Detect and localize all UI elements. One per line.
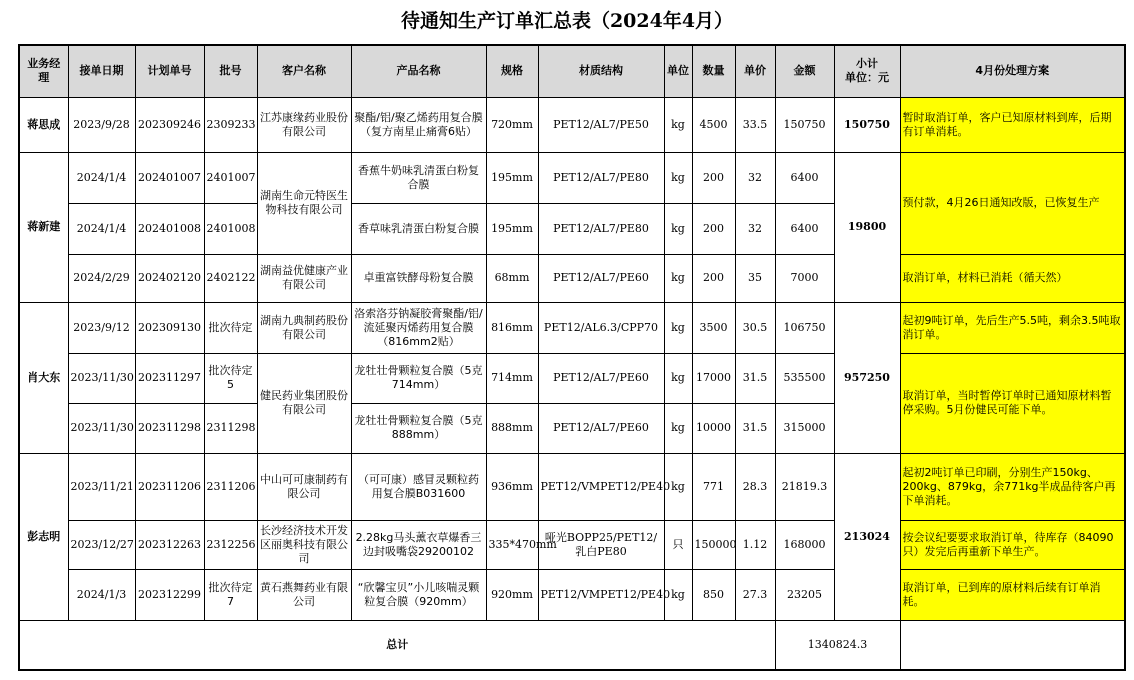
material-cell: PET12/AL7/PE60 — [538, 403, 664, 453]
date-cell: 2024/1/4 — [68, 152, 135, 203]
amount-cell: 23205 — [775, 569, 834, 620]
batch-cell: 批次待定7 — [204, 569, 257, 620]
manager-cell: 蒋新建 — [19, 152, 68, 302]
header-material: 材质结构 — [538, 45, 664, 97]
amount-cell: 21819.3 — [775, 453, 834, 520]
product-cell: 洛索洛芬钠凝胶膏聚酯/铝/流延聚丙烯药用复合膜（816mm2贴） — [351, 302, 486, 353]
spec-cell: 720mm — [486, 97, 538, 152]
subtotal-cell: 150750 — [834, 97, 900, 152]
customer-cell: 湖南九典制药股份有限公司 — [257, 302, 351, 353]
qty-cell: 200 — [692, 152, 735, 203]
batch-cell: 批次待定5 — [204, 353, 257, 403]
table-row — [19, 520, 1125, 569]
plan-no-cell: 202311298 — [135, 403, 204, 453]
material-cell: PET12/AL7/PE60 — [538, 353, 664, 403]
plan-no-cell: 202311297 — [135, 353, 204, 403]
material-cell: PET12/AL7/PE80 — [538, 203, 664, 254]
amount-cell: 106750 — [775, 302, 834, 353]
material-cell: PET12/AL7/PE80 — [538, 152, 664, 203]
material-cell: PET12/VMPET12/PE40 — [538, 453, 664, 520]
unit-cell: kg — [664, 254, 692, 302]
date-cell: 2023/9/12 — [68, 302, 135, 353]
plan-cell: 起初2吨订单已印刷，分别生产150kg、200kg、879kg，余771kg半成品待客户再下单消耗。 — [900, 453, 1125, 520]
customer-cell: 江苏康缘药业股份有限公司 — [257, 97, 351, 152]
product-cell: 龙牡壮骨颗粒复合膜（5克888mm） — [351, 403, 486, 453]
material-cell: PET12/AL6.3/CPP70 — [538, 302, 664, 353]
amount-cell: 150750 — [775, 97, 834, 152]
price-cell: 35 — [735, 254, 775, 302]
product-cell: 香草味乳清蛋白粉复合膜 — [351, 203, 486, 254]
plan-no-cell: 202402120 — [135, 254, 204, 302]
price-cell: 33.5 — [735, 97, 775, 152]
material-cell: PET12/AL7/PE60 — [538, 254, 664, 302]
unit-cell: kg — [664, 403, 692, 453]
batch-cell: 2311206 — [204, 453, 257, 520]
plan-cell: 起初9吨订单，先后生产5.5吨，剩余3.5吨取消订单。 — [900, 302, 1125, 353]
date-cell: 2024/1/4 — [68, 203, 135, 254]
batch-cell: 2309233 — [204, 97, 257, 152]
price-cell: 1.12 — [735, 520, 775, 569]
plan-no-cell: 202309246 — [135, 97, 204, 152]
qty-cell: 850 — [692, 569, 735, 620]
manager-cell: 肖大东 — [19, 302, 68, 453]
header-batch: 批号 — [204, 45, 257, 97]
spec-cell: 888mm — [486, 403, 538, 453]
unit-cell: kg — [664, 353, 692, 403]
page-title: 待通知生产订单汇总表（2024年4月） — [400, 10, 734, 32]
spec-cell: 195mm — [486, 152, 538, 203]
batch-cell: 2401008 — [204, 203, 257, 254]
price-cell: 31.5 — [735, 403, 775, 453]
header-subtotal: 小计 单位：元 — [834, 45, 900, 97]
customer-cell: 黄石燕舞药业有限公司 — [257, 569, 351, 620]
customer-cell: 长沙经济技术开发区丽奥科技有限公司 — [257, 520, 351, 569]
manager-cell: 彭志明 — [19, 453, 68, 620]
unit-cell: kg — [664, 203, 692, 254]
amount-cell: 168000 — [775, 520, 834, 569]
unit-cell: kg — [664, 302, 692, 353]
plan-cell: 按会议纪要要求取消订单，待库存（84090只）发完后再重新下单生产。 — [900, 520, 1125, 569]
product-cell: 2.28kg马头薰衣草爆香三边封吸嘴袋29200102 — [351, 520, 486, 569]
spec-cell: 68mm — [486, 254, 538, 302]
total-plan-empty — [900, 620, 1125, 670]
qty-cell: 771 — [692, 453, 735, 520]
date-cell: 2023/11/30 — [68, 403, 135, 453]
subtotal-cell: 957250 — [834, 302, 900, 453]
table-row — [19, 254, 1125, 302]
plan-no-cell: 202312263 — [135, 520, 204, 569]
batch-cell: 2402122 — [204, 254, 257, 302]
plan-no-cell: 202401008 — [135, 203, 204, 254]
table-row — [19, 353, 1125, 403]
batch-cell: 2401007 — [204, 152, 257, 203]
batch-cell: 批次待定 — [204, 302, 257, 353]
total-row — [19, 620, 1125, 670]
total-value: 1340824.3 — [775, 620, 900, 670]
table-row — [19, 569, 1125, 620]
customer-cell: 中山可可康制药有限公司 — [257, 453, 351, 520]
product-cell: 卓重富铁酵母粉复合膜 — [351, 254, 486, 302]
batch-cell: 2312256 — [204, 520, 257, 569]
table-row — [19, 453, 1125, 520]
header-row — [19, 45, 1125, 97]
material-cell: 哑光BOPP25/PET12/乳白PE80 — [538, 520, 664, 569]
product-cell: 龙牡壮骨颗粒复合膜（5克714mm） — [351, 353, 486, 403]
amount-cell: 6400 — [775, 203, 834, 254]
price-cell: 32 — [735, 152, 775, 203]
price-cell: 30.5 — [735, 302, 775, 353]
qty-cell: 200 — [692, 254, 735, 302]
date-cell: 2023/11/21 — [68, 453, 135, 520]
header-manager: 业务经理 — [19, 45, 68, 97]
header-date: 接单日期 — [68, 45, 135, 97]
header-qty: 数量 — [692, 45, 735, 97]
qty-cell: 4500 — [692, 97, 735, 152]
plan-cell: 取消订单，当时暂停订单时已通知原材料暂停采购。5月份健民可能下单。 — [900, 353, 1125, 453]
header-amount: 金额 — [775, 45, 834, 97]
header-customer: 客户名称 — [257, 45, 351, 97]
spec-cell: 920mm — [486, 569, 538, 620]
qty-cell: 10000 — [692, 403, 735, 453]
product-cell: 聚酯/铝/聚乙烯药用复合膜（复方南星止痛膏6贴） — [351, 97, 486, 152]
plan-no-cell: 202401007 — [135, 152, 204, 203]
spec-cell: 195mm — [486, 203, 538, 254]
unit-cell: kg — [664, 152, 692, 203]
spec-cell: 335*470mm — [486, 520, 538, 569]
spec-cell: 936mm — [486, 453, 538, 520]
plan-cell: 预付款，4月26日通知改版，已恢复生产 — [900, 152, 1125, 254]
amount-cell: 315000 — [775, 403, 834, 453]
customer-cell: 健民药业集团股份有限公司 — [257, 353, 351, 453]
subtotal-cell: 213024 — [834, 453, 900, 620]
spec-cell: 714mm — [486, 353, 538, 403]
product-cell: “欣馨宝贝”小儿咳喘灵颗粒复合膜（920mm） — [351, 569, 486, 620]
table-row — [19, 97, 1125, 152]
order-summary-table — [18, 44, 1126, 671]
unit-cell: kg — [664, 453, 692, 520]
customer-cell: 湖南益优健康产业有限公司 — [257, 254, 351, 302]
qty-cell: 3500 — [692, 302, 735, 353]
spec-cell: 816mm — [486, 302, 538, 353]
amount-cell: 7000 — [775, 254, 834, 302]
plan-cell: 取消订单，已到库的原材料后续有订单消耗。 — [900, 569, 1125, 620]
product-cell: 香蕉牛奶味乳清蛋白粉复合膜 — [351, 152, 486, 203]
total-label: 总计 — [19, 620, 775, 670]
date-cell: 2023/11/30 — [68, 353, 135, 403]
date-cell: 2024/2/29 — [68, 254, 135, 302]
table-row — [19, 302, 1125, 353]
unit-cell: kg — [664, 97, 692, 152]
header-plan-no: 计划单号 — [135, 45, 204, 97]
plan-no-cell: 202312299 — [135, 569, 204, 620]
header-plan: 4月份处理方案 — [900, 45, 1125, 97]
price-cell: 31.5 — [735, 353, 775, 403]
qty-cell: 200 — [692, 203, 735, 254]
unit-cell: kg — [664, 569, 692, 620]
date-cell: 2023/12/27 — [68, 520, 135, 569]
amount-cell: 6400 — [775, 152, 834, 203]
manager-cell: 蒋思成 — [19, 97, 68, 152]
material-cell: PET12/AL7/PE50 — [538, 97, 664, 152]
price-cell: 27.3 — [735, 569, 775, 620]
header-product: 产品名称 — [351, 45, 486, 97]
price-cell: 28.3 — [735, 453, 775, 520]
batch-cell: 2311298 — [204, 403, 257, 453]
date-cell: 2024/1/3 — [68, 569, 135, 620]
table-row — [19, 152, 1125, 203]
header-spec: 规格 — [486, 45, 538, 97]
qty-cell: 17000 — [692, 353, 735, 403]
product-cell: （可可康）感冒灵颗粒药用复合膜B031600 — [351, 453, 486, 520]
header-price: 单价 — [735, 45, 775, 97]
plan-cell: 暂时取消订单，客户已知原材料到库，后期有订单消耗。 — [900, 97, 1125, 152]
plan-no-cell: 202311206 — [135, 453, 204, 520]
date-cell: 2023/9/28 — [68, 97, 135, 152]
unit-cell: 只 — [664, 520, 692, 569]
plan-cell: 取消订单，材料已消耗（循天然） — [900, 254, 1125, 302]
qty-cell: 150000 — [692, 520, 735, 569]
customer-cell: 湖南生命元特医生物科技有限公司 — [257, 152, 351, 254]
plan-no-cell: 202309130 — [135, 302, 204, 353]
header-unit: 单位 — [664, 45, 692, 97]
subtotal-cell: 19800 — [834, 152, 900, 302]
material-cell: PET12/VMPET12/PE40 — [538, 569, 664, 620]
amount-cell: 535500 — [775, 353, 834, 403]
price-cell: 32 — [735, 203, 775, 254]
